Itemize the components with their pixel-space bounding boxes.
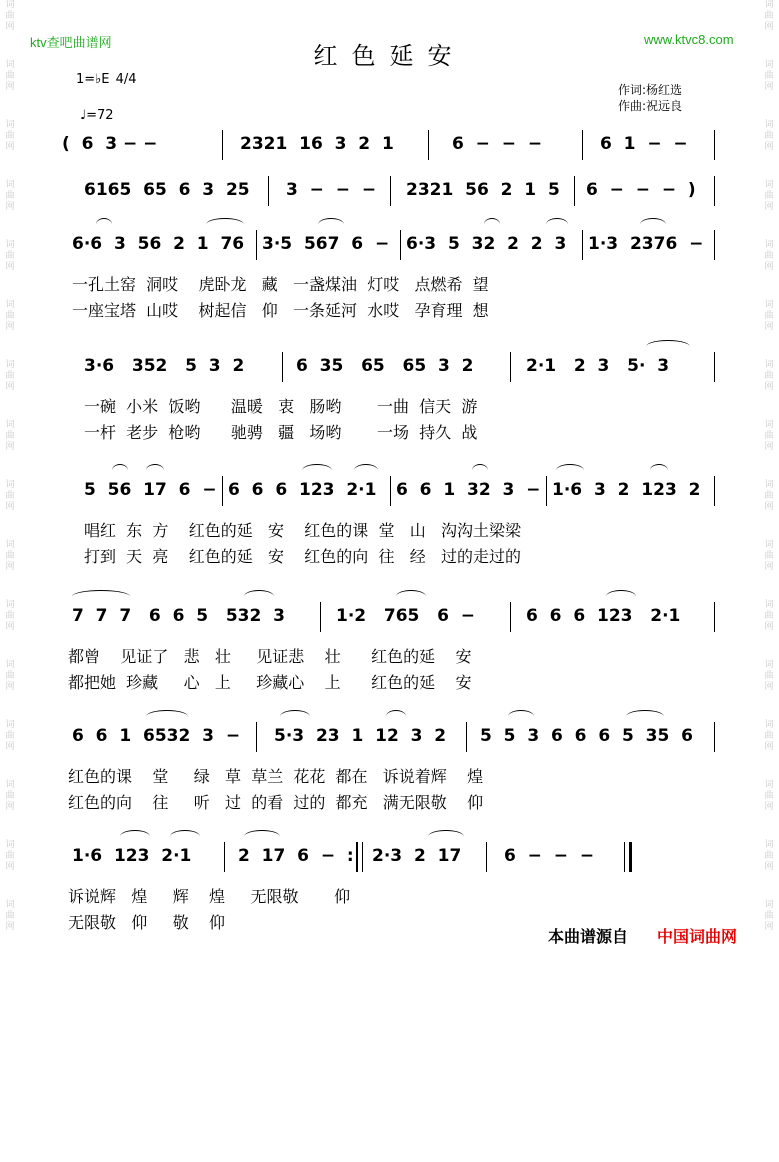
measure: 6 6 6 123 2·1	[526, 606, 681, 626]
watermark-text: 词 曲 网	[764, 840, 774, 872]
measure: 1·6 123 2·1	[72, 846, 192, 866]
slur	[112, 464, 128, 477]
tempo-value: =72	[86, 108, 114, 123]
measure: 2·3 2 17	[372, 846, 462, 866]
measure: 5 56 17 6 −	[84, 480, 217, 500]
credits	[618, 82, 682, 114]
watermark-text: 词 曲 网	[764, 900, 774, 932]
slur	[428, 830, 464, 843]
barline	[714, 476, 715, 506]
measure: 6 − − − )	[586, 180, 696, 200]
watermark-text: 词 曲 网	[764, 180, 774, 212]
watermark-text: 词 曲 网	[5, 660, 15, 692]
barline	[582, 130, 583, 160]
barline	[222, 476, 223, 506]
lyric-line: 一杆 老步 枪哟 驰骋 疆 场哟 一场 持久 战	[84, 423, 478, 442]
lyric-line: 都曾 见证了 悲 壮 见证悲 壮 红色的延 安	[68, 647, 472, 666]
watermark-text: 词 曲 网	[764, 660, 774, 692]
barline	[390, 476, 391, 506]
lyric-line: 打到 天 亮 红色的延 安 红色的向 往 经 过的走过的	[84, 547, 521, 566]
measure: 5 5 3 6 6 6 5 35 6	[480, 726, 693, 746]
notes-row	[0, 476, 779, 506]
measure: 1·6 3 2 123 2	[552, 480, 701, 500]
key-signature	[76, 72, 137, 87]
watermark-text: 词 曲 网	[764, 600, 774, 632]
watermark-text: 词 曲 网	[764, 780, 774, 812]
watermark-text: 词 曲 网	[764, 120, 774, 152]
watermark-text: 词 曲 网	[5, 540, 15, 572]
measure: 2321 16 3 2 1	[240, 134, 394, 154]
barline	[714, 130, 715, 160]
slur	[96, 218, 112, 231]
watermark-text: 词 曲 网	[5, 360, 15, 392]
slur	[354, 464, 378, 477]
watermark-text: 词 曲 网	[5, 240, 15, 272]
barline	[574, 176, 575, 206]
lyric-line: 都把她 珍藏 心 上 珍藏心 上 红色的延 安	[68, 673, 472, 692]
barline	[362, 842, 363, 872]
barline	[466, 722, 467, 752]
lyric-line: 无限敬 仰 敬 仰	[68, 913, 226, 932]
slur	[244, 830, 280, 843]
watermark-text: 词 曲 网	[5, 480, 15, 512]
slur	[72, 590, 130, 603]
notes-row	[0, 602, 779, 632]
watermark-text: 词 曲 网	[5, 120, 15, 152]
barline	[510, 352, 511, 382]
watermark-text: 词 曲 网	[764, 300, 774, 332]
lyric-line: 一孔土窑 洞哎 虎卧龙 藏 一盏煤油 灯哎 点燃希 望	[72, 275, 489, 294]
notes-row	[0, 230, 779, 260]
barline	[714, 352, 715, 382]
watermark-text: 词 曲 网	[5, 780, 15, 812]
measure: 6 6 6 123 2·1	[228, 480, 377, 500]
measure: 6 6 1 32 3 −	[396, 480, 541, 500]
measure: 3 − − −	[286, 180, 377, 200]
measure: 6·3 5 32 2 2 3	[406, 234, 567, 254]
key-label: 1=♭E	[76, 72, 110, 87]
measure: 6 6 1 6532 3 −	[72, 726, 241, 746]
watermark-text: 词 曲 网	[764, 0, 774, 32]
barline	[224, 842, 225, 872]
barline	[400, 230, 401, 260]
song-title: 红色延安	[313, 42, 466, 70]
measure: 2·1 2 3 5· 3	[526, 356, 670, 376]
watermark-text: 词 曲 网	[764, 240, 774, 272]
measure: 6 − − −	[504, 846, 595, 866]
measure: 2321 56 2 1 5	[406, 180, 560, 200]
watermark-text: 词 曲 网	[764, 720, 774, 752]
barline	[714, 722, 715, 752]
repeat-barline	[356, 842, 358, 872]
barline	[428, 130, 429, 160]
notes-row	[0, 176, 779, 206]
barline	[256, 230, 257, 260]
watermark-text: 词 曲 网	[5, 0, 15, 32]
slur	[146, 464, 164, 477]
site-link-left[interactable]: ktv查吧曲谱网	[30, 35, 112, 50]
watermark-text: 词 曲 网	[5, 600, 15, 632]
barline	[268, 176, 269, 206]
slur	[302, 464, 332, 477]
barline	[624, 842, 625, 872]
composer: 作曲:祝远良	[618, 99, 683, 113]
barline	[282, 352, 283, 382]
time-signature: 4/4	[115, 72, 137, 87]
lyric-line: 红色的课 堂 绿 草 草兰 花花 都在 诉说着辉 煌	[68, 767, 484, 786]
slur	[170, 830, 200, 843]
barline	[390, 176, 391, 206]
slur	[508, 710, 534, 723]
measure: 6 35 65 65 3 2	[296, 356, 474, 376]
barline	[510, 602, 511, 632]
slur	[640, 218, 666, 231]
slur	[626, 710, 664, 723]
slur	[386, 710, 406, 723]
measure: 6165 65 6 3 25	[84, 180, 250, 200]
measure: 6 − − −	[452, 134, 543, 154]
final-barline	[629, 842, 632, 872]
measure: 6 1 − −	[600, 134, 688, 154]
slur	[120, 830, 150, 843]
slur	[318, 218, 344, 231]
slur	[484, 218, 500, 231]
source-label: 本曲谱源自	[548, 927, 629, 946]
measure: 1·3 2376 −	[588, 234, 704, 254]
watermark-text: 词 曲 网	[5, 420, 15, 452]
lyricist: 作词:杨红选	[618, 83, 683, 97]
slur	[472, 464, 488, 477]
measure: ( 6 3 − −	[62, 134, 158, 154]
slur	[244, 590, 274, 603]
measure: 7 7 7 6 6 5 532 3	[72, 606, 285, 626]
lyric-line: 一碗 小米 饭哟 温暖 衷 肠哟 一曲 信天 游	[84, 397, 478, 416]
measure: 3·6 352 5 3 2	[84, 356, 245, 376]
watermark-text: 词 曲 网	[764, 360, 774, 392]
watermark-text: 词 曲 网	[764, 60, 774, 92]
slur	[280, 710, 310, 723]
quarter-note-icon: ♩	[80, 108, 87, 123]
brand-link[interactable]: 中国词曲网	[657, 927, 738, 946]
site-link-right[interactable]: www.ktvc8.com	[644, 32, 734, 47]
barline	[546, 476, 547, 506]
measure: 3·5 567 6 −	[262, 234, 390, 254]
measure: 6·6 3 56 2 1 76	[72, 234, 245, 254]
notes-row	[0, 722, 779, 752]
slur	[206, 218, 244, 231]
watermark-text: 词 曲 网	[764, 540, 774, 572]
watermark-text: 词 曲 网	[764, 420, 774, 452]
slur	[606, 590, 636, 603]
measure: 1·2 765 6 −	[336, 606, 476, 626]
slur	[556, 464, 584, 477]
tempo-marking	[80, 108, 114, 123]
slur	[650, 464, 668, 477]
notes-row	[0, 842, 779, 872]
watermark-text: 词 曲 网	[5, 60, 15, 92]
barline	[256, 722, 257, 752]
slur	[396, 590, 426, 603]
slur	[146, 710, 188, 723]
lyric-line: 唱红 东 方 红色的延 安 红色的课 堂 山 沟沟土梁梁	[84, 521, 521, 540]
barline	[714, 230, 715, 260]
notes-row	[0, 130, 779, 160]
barline	[222, 130, 223, 160]
barline	[486, 842, 487, 872]
watermark-text: 词 曲 网	[5, 900, 15, 932]
watermark-text: 词 曲 网	[5, 300, 15, 332]
watermark-text: 词 曲 网	[5, 720, 15, 752]
watermark-text: 词 曲 网	[764, 480, 774, 512]
watermark-text: 词 曲 网	[5, 840, 15, 872]
lyric-line: 一座宝塔 山哎 树起信 仰 一条延河 水哎 孕育理 想	[72, 301, 489, 320]
measure: 2 17 6 − :	[238, 846, 354, 866]
watermark-text: 词 曲 网	[5, 180, 15, 212]
slur	[546, 218, 568, 231]
barline	[714, 176, 715, 206]
barline	[582, 230, 583, 260]
barline	[714, 602, 715, 632]
barline	[320, 602, 321, 632]
slur	[646, 340, 690, 353]
measure: 5·3 23 1 12 3 2	[274, 726, 447, 746]
lyric-line: 诉说辉 煌 辉 煌 无限敬 仰	[68, 887, 351, 906]
lyric-line: 红色的向 往 听 过 的看 过的 都充 满无限敬 仰	[68, 793, 484, 812]
notes-row	[0, 352, 779, 382]
